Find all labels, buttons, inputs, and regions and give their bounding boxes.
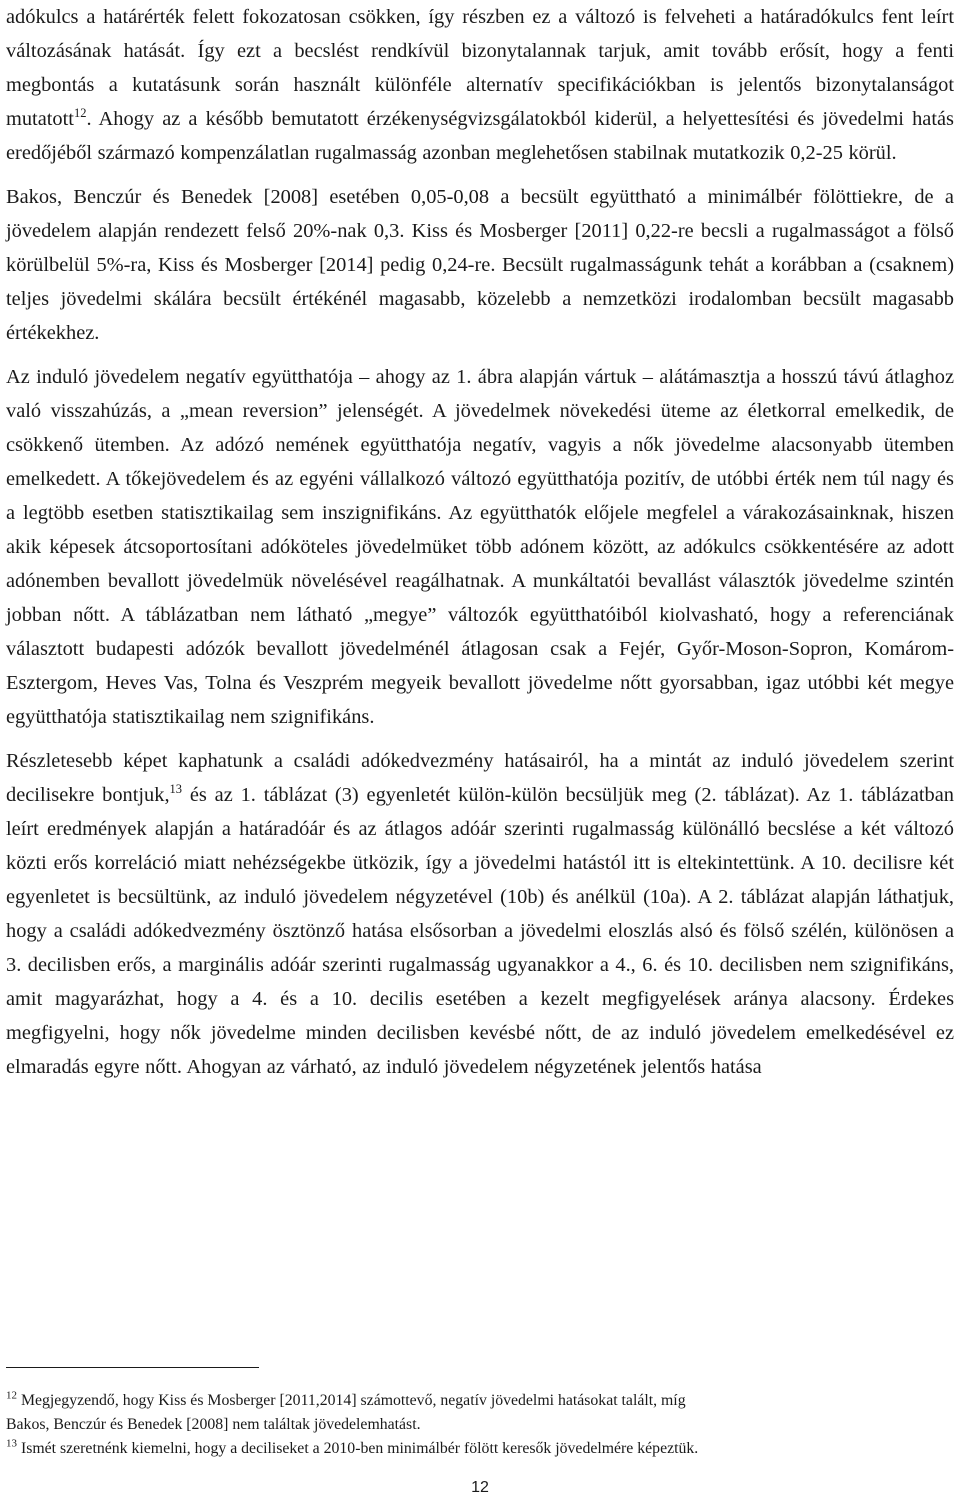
footnote-13-mark: 13 bbox=[6, 1437, 17, 1450]
paragraph-4-text-after: és az 1. táblázat (3) egyenletét külön-külön becsüljük meg (2. táblázat). Az 1. táblázatban leírt eredmények alapján a határadóár és az átlagos adóár szerinti rugalmasság különálló becslése a két változó közti erős korreláció miatt nehézségekbe ütközik, így a jövedelmi hatástól itt is eltekintettünk. A 10. decilisre két egyenletet is becsültünk, az induló jövedelem négyzetével (10b) és anélkül (10a). A 2. táblázat alapján láthatjuk, hogy a családi adókedvezmény ösztönző hatása elsősorban a jövedelmi eloszlás alsó és fölső szélén, különösen a 3. decilisben erős, a marginális adóár szerinti rugalmasság ugyanakkor a 4., 6. és 10. decilisben nem szignifikáns, amit magyarázhat, hogy a 4. és a 10. decilis esetében a kezelt megfigyelések aránya alacsony. Érdekes megfigyelni, hogy nők jövedelme minden decilisben kevésbé nőtt, de az induló jövedelem emelkedésével ez elmaradás egyre nőtt. Ahogyan az várható, az induló jövedelem négyzetének jelentős hatása bbox=[6, 784, 954, 1078]
paragraph-2-text: Bakos, Benczúr és Benedek [2008] esetében 0,05-0,08 a becsült együttható a minimálbér fölöttiekre, de a jövedelem alapján rendezett felső 20%-nak 0,3. Kiss és Mosberger [2011] 0,22-re becsli a rugalmasságot a fölső körülbelül 5%-ra, Kiss és Mosberger [2014] pedig 0,24-re. Becsült rugalmasságunk tehát a korábban a (csaknem) teljes jövedelmi skálára becsült értékénél magasabb, közelebb a nemzetközi irodalomban becsült magasabb értékekhez. bbox=[6, 186, 954, 344]
page-number: 12 bbox=[471, 1479, 489, 1496]
paragraph-4-text-before: Részletesebb képet kaphatunk a családi adókedvezmény hatásairól, ha a mintát az induló jövedelem szerint decilisekre bontjuk, bbox=[6, 750, 954, 806]
paragraph-1 bbox=[6, 0, 954, 170]
footnote-12-line-1: Megjegyzendő, hogy Kiss és Mosberger [2011,2014] számottevő, negatív jövedelmi hatásokat talált, míg bbox=[20, 1392, 686, 1409]
paragraph-spacer bbox=[6, 350, 954, 360]
footnote-separator bbox=[6, 1367, 259, 1368]
paragraph-4 bbox=[6, 744, 954, 1084]
footnote-12-mark: 12 bbox=[6, 1389, 17, 1402]
footnote-12 bbox=[6, 1389, 954, 1437]
paragraph-3 bbox=[6, 360, 954, 734]
footnote-13 bbox=[6, 1437, 954, 1461]
paragraph-spacer bbox=[6, 170, 954, 180]
paragraph-3-text: Az induló jövedelem negatív együtthatója – ahogy az 1. ábra alapján vártuk – alátámasztja a hosszú távú átlaghoz való visszahúzás, a „mean reversion” jelenségét. A jövedelmek növekedési üteme az életkorral emelkedik, de csökkenő ütemben. Az adózó nemének együtthatója negatív, vagyis a nők jövedelme alacsonyabb ütemben emelkedett. A tőkejövedelem és az egyéni vállalkozó változó együtthatója pozitív, de utóbbi érték nem túl nagy és a legtöbb esetben statisztikailag sem inszignifikáns. Az együtthatók előjele megfelel a várakozásainknak, hiszen akik képesek átcsoportosítani adóköteles jövedelmüket több adónem között, az adókulcs csökkentésére az adott adónemben bevallott jövedelmük növelésével reagálhatnak. A munkáltatói bevallást választók jövedelme szintén jobban nőtt. A táblázatban nem látható „megye” változók együtthatóiból kiolvasható, hogy a referenciának választott budapesti adózók bevallott jövedelménél átlagosan csak a Fejér, Győr-Moson-Sopron, Komárom-Esztergom, Heves Vas, Tolna és Veszprém megyeik bevallott jövedelme nőtt gyorsabban, igaz utóbbi két megye együtthatója statisztikailag nem szignifikáns. bbox=[6, 366, 954, 728]
footnote-12-line-2: Bakos, Benczúr és Benedek [2008] nem találtak jövedelemhatást. bbox=[6, 1416, 421, 1433]
paragraph-2 bbox=[6, 180, 954, 350]
footnote-ref-13: 13 bbox=[169, 782, 183, 797]
document-body bbox=[6, 0, 954, 1084]
footnote-13-line-1: Ismét szeretnénk kiemelni, hogy a deciliseket a 2010-ben minimálbér fölött keresők jövedelmére képeztük. bbox=[20, 1440, 699, 1457]
footnote-ref-12: 12 bbox=[73, 106, 87, 121]
footnotes bbox=[6, 1389, 954, 1461]
paragraph-1-text-before: adókulcs a határérték felett fokozatosan csökken, így részben ez a változó is felveheti a határadókulcs fent leírt változásának hatását. Így ezt a becslést rendkívül bizonytalannak tarjuk, amit tovább erősít, hogy a fenti megbontás a kutatásunk során használt különféle alternatív specifikációkban is jelentős bizonytalanságot mutatott bbox=[6, 6, 954, 130]
paragraph-1-text-after: . Ahogy az a később bemutatott érzékenységvizsgálatokból kiderül, a helyettesítési és jövedelmi hatás eredőjéből származó kompenzálatlan rugalmasság azonban meglehetősen stabilnak mutatkozik 0,2-25 körül. bbox=[6, 108, 954, 164]
paragraph-spacer bbox=[6, 734, 954, 744]
